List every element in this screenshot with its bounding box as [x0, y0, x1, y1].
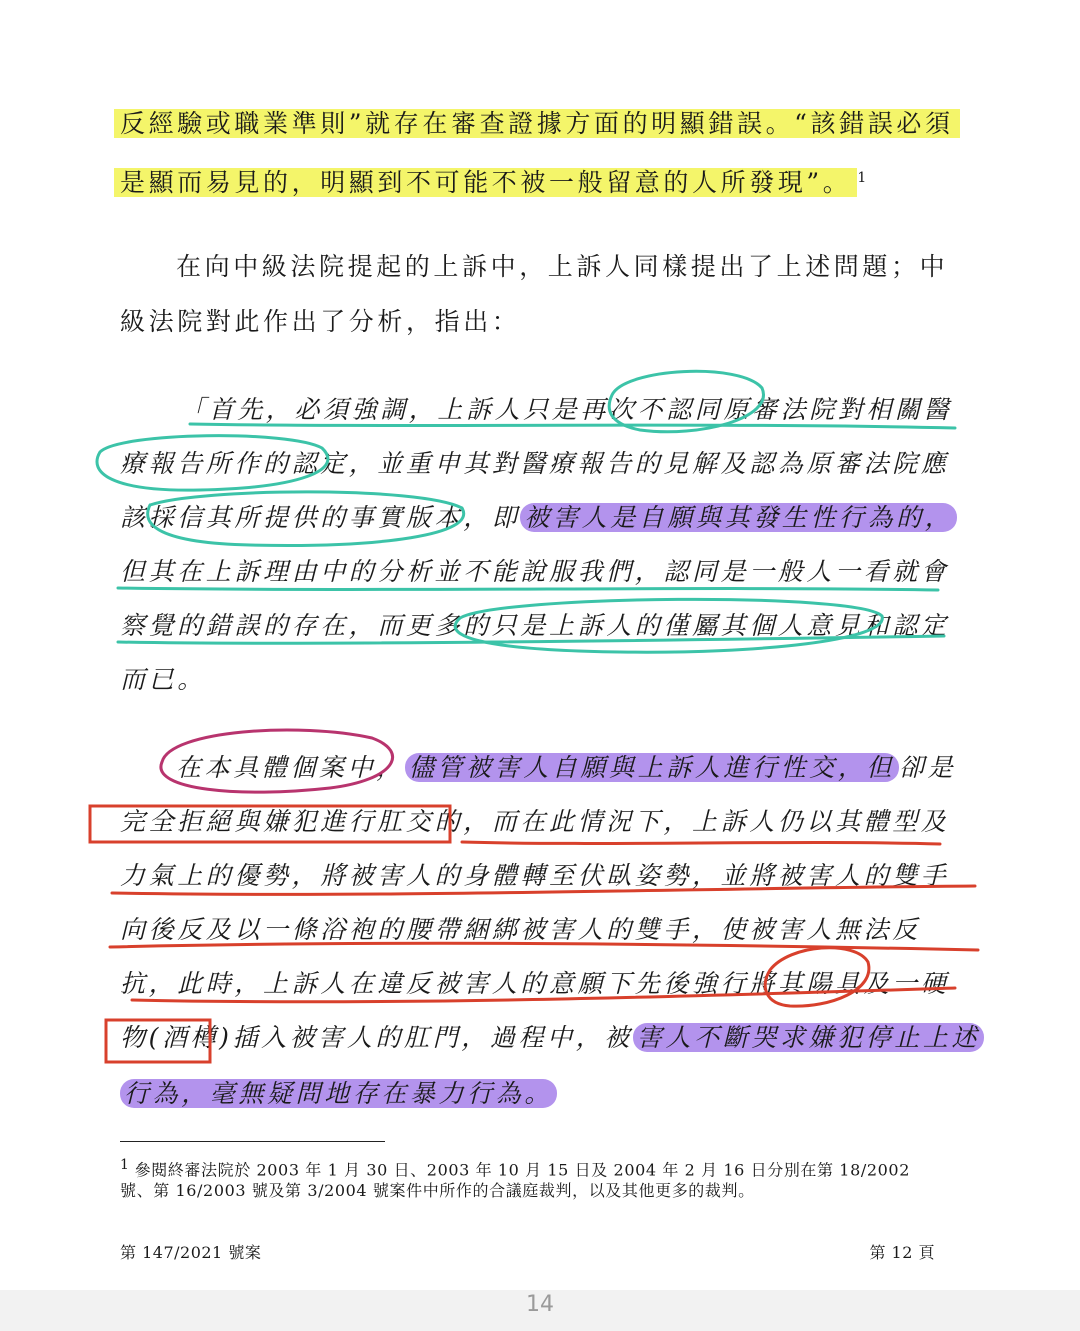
quote-line7	[176, 748, 956, 788]
quote-line12-start: 物(酒樽)插入被害人的肛門，過程中，被	[120, 1023, 633, 1052]
quote-line2: 療報告所作的認定，並重申其對醫療報告的見解及認為原審法院應	[120, 449, 950, 478]
quote-line10: 向後反及以一條浴袍的腰帶綑綁被害人的雙手，使被害人無法反	[120, 915, 921, 944]
footnote-text1: 參閱終審法院於 2003 年 1 月 30 日、2003 年 10 月 15 日及 2004 年 2 月 16 日分別在第 18/2002	[134, 1160, 910, 1180]
quote-line8: 完全拒絕與嫌犯進行肛交的，而在此情況下，上訴人仍以其體型及	[120, 807, 950, 836]
purple-highlight: 被害人是自願與其發生性行為的，	[520, 503, 957, 532]
quote-line3	[120, 498, 957, 538]
quote-line11: 抗，此時，上訴人在違反被害人的意願下先後強行將其陽具及一硬	[120, 969, 950, 998]
paragraph2-line2: 級法院對此作出了分析，指出：	[120, 307, 521, 336]
paragraph1-line1	[120, 104, 960, 144]
paragraph1-line2	[120, 158, 866, 203]
quote-line7-end: 卻是	[899, 753, 957, 782]
footnote-number: 1	[120, 1157, 129, 1173]
quote-line7-start: 在本具體個案中，	[176, 753, 405, 782]
purple-highlight: 儘管被害人自願與上訴人進行性交，但	[405, 753, 899, 782]
purple-highlight: 害人不斷哭求嫌犯停止上述	[633, 1023, 984, 1052]
quote-line6: 而已。	[120, 665, 206, 694]
quote-line3-start: 該採信其所提供的事實版本，即	[120, 503, 521, 532]
footnote-line2: 號、第 16/2003 號及第 3/2004 號案件中所作的合議庭裁判，以及其他更多的裁判。	[120, 1181, 755, 1200]
page-label: 第 12 頁	[869, 1243, 935, 1262]
purple-highlight: 行為，毫無疑問地存在暴力行為。	[120, 1079, 557, 1108]
quote-line1: 「首先，必須強調，上訴人只是再次不認同原審法院對相關醫	[180, 395, 953, 424]
case-number: 第 147/2021 號案	[120, 1243, 262, 1262]
quote-line12	[120, 1018, 984, 1058]
paragraph2-line1: 在向中級法院提起的上訴中，上訴人同樣提出了上述問題；中	[176, 252, 949, 281]
footnote-ref[interactable]: 1	[857, 170, 867, 186]
red-underline	[462, 842, 940, 844]
yellow-highlight: 是顯而易見的，明顯到不可能不被一般留意的人所發現”。	[114, 168, 857, 197]
quote-line9: 力氣上的優勢，將被害人的身體轉至伏臥姿勢，並將被害人的雙手	[120, 861, 950, 890]
quote-line5: 察覺的錯誤的存在，而更多的只是上訴人的僅屬其個人意見和認定	[120, 611, 950, 640]
yellow-highlight: 反經驗或職業準則”就存在審查證據方面的明顯錯誤。“該錯誤必須	[114, 109, 960, 138]
footnote-line1	[120, 1154, 910, 1181]
page-indicator: 14	[526, 1292, 554, 1317]
footnote-divider	[120, 1141, 385, 1142]
quote-line4: 但其在上訴理由中的分析並不能說服我們，認同是一般人一看就會	[120, 557, 950, 586]
quote-line13	[120, 1074, 557, 1114]
